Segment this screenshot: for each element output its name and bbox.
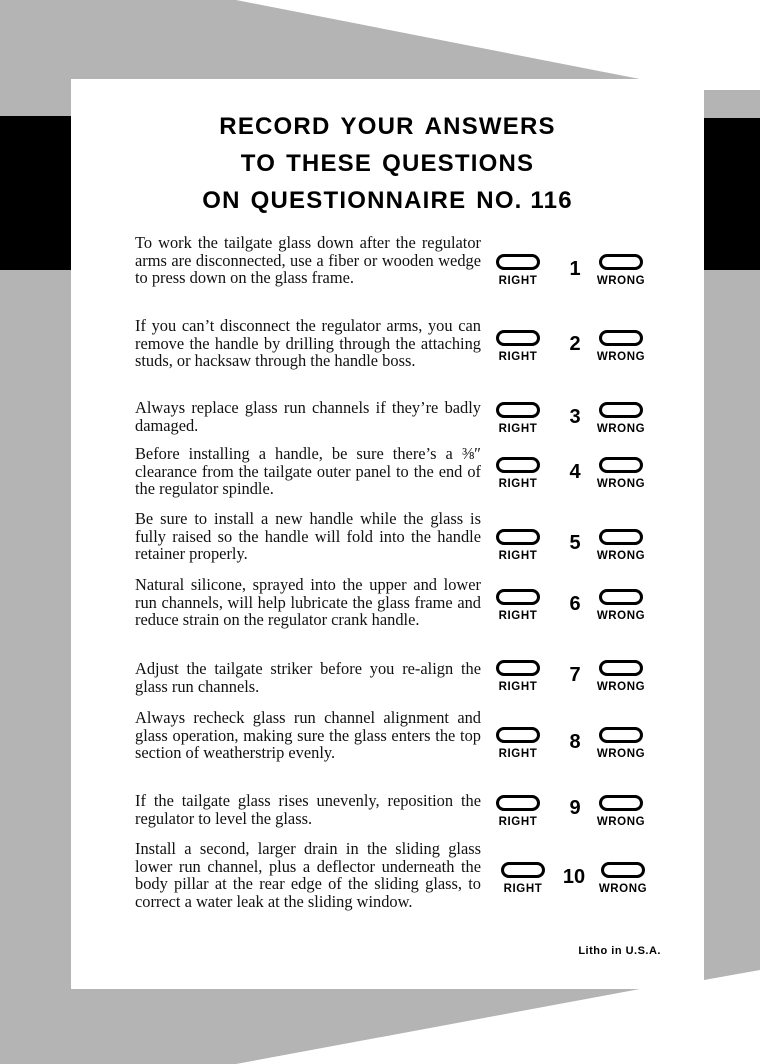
answer-oval[interactable] (496, 330, 540, 346)
question-6-text: Natural silicone, sprayed into the upper and lower run channels, will help lubricate the glass frame and reduce strain on the regulator crank handle. (135, 575, 481, 629)
question-6-number: 6 (569, 593, 581, 615)
question-5-right-option[interactable]: RIGHT (488, 529, 548, 562)
question-7-number: 7 (569, 664, 581, 686)
question-5-text: Be sure to install a new handle while the glass is fully raised so the handle will fold into the handle retainer properly. (135, 509, 481, 563)
question-10-wrong-option[interactable]: WRONG (593, 862, 653, 895)
question-2-text: If you can’t disconnect the regulator arms, you can remove the handle by drilling through the attaching studs, or hacksaw through the handle boss. (135, 316, 481, 370)
question-3-number: 3 (569, 406, 581, 428)
answer-oval[interactable] (599, 529, 643, 545)
question-8-number: 8 (569, 731, 581, 753)
title-line-3: ON QUESTIONNAIRE NO. 116 (202, 187, 573, 214)
question-3-wrong-option[interactable]: WRONG (591, 402, 651, 435)
question-4-wrong-option[interactable]: WRONG (591, 457, 651, 490)
answer-oval[interactable] (501, 862, 545, 878)
question-8-text: Always recheck glass run channel alignment and glass operation, making sure the glass enters the top section of weatherstrip evenly. (135, 708, 481, 762)
question-1-text: To work the tailgate glass down after the regulator arms are disconnected, use a fiber or wooden wedge to press down on the glass frame. (135, 233, 481, 287)
right-black-tab (704, 118, 760, 270)
answer-oval[interactable] (496, 727, 540, 743)
answer-oval[interactable] (496, 660, 540, 676)
question-9-text: If the tailgate glass rises unevenly, reposition the regulator to level the glass. (135, 791, 481, 828)
question-1-wrong-option[interactable]: WRONG (591, 254, 651, 287)
question-6-wrong-option[interactable]: WRONG (591, 589, 651, 622)
answer-oval[interactable] (599, 330, 643, 346)
left-black-tab (0, 116, 71, 270)
answer-oval[interactable] (599, 795, 643, 811)
answer-oval[interactable] (599, 402, 643, 418)
question-3-right-option[interactable]: RIGHT (488, 402, 548, 435)
question-2-number: 2 (569, 333, 581, 355)
question-7-text: Adjust the tailgate striker before you re-align the glass run channels. (135, 659, 481, 696)
answer-oval[interactable] (496, 529, 540, 545)
questionnaire-sheet (71, 79, 704, 989)
answer-oval[interactable] (599, 660, 643, 676)
question-4-number: 4 (569, 461, 581, 483)
answer-oval[interactable] (601, 862, 645, 878)
question-4-right-option[interactable]: RIGHT (488, 457, 548, 490)
answer-oval[interactable] (496, 402, 540, 418)
answer-oval[interactable] (496, 795, 540, 811)
question-7-right-option[interactable]: RIGHT (488, 660, 548, 693)
question-4-text: Before installing a handle, be sure there’s a ⅜″ clearance from the tailgate outer panel to the end of the regulator spindle. (135, 444, 481, 498)
question-10-number: 10 (562, 866, 586, 888)
question-8-right-option[interactable]: RIGHT (488, 727, 548, 760)
answer-oval[interactable] (496, 589, 540, 605)
title-line-2: TO THESE QUESTIONS (240, 150, 535, 177)
title-line-1: RECORD YOUR ANSWERS (219, 113, 556, 140)
question-9-number: 9 (569, 797, 581, 819)
question-2-wrong-option[interactable]: WRONG (591, 330, 651, 363)
answer-oval[interactable] (599, 727, 643, 743)
question-10-right-option[interactable]: RIGHT (493, 862, 553, 895)
answer-oval[interactable] (496, 254, 540, 270)
answer-oval[interactable] (496, 457, 540, 473)
question-7-wrong-option[interactable]: WRONG (591, 660, 651, 693)
question-2-right-option[interactable]: RIGHT (488, 330, 548, 363)
answer-oval[interactable] (599, 589, 643, 605)
printer-footer: Litho in U.S.A. (578, 945, 661, 957)
question-8-wrong-option[interactable]: WRONG (591, 727, 651, 760)
question-9-right-option[interactable]: RIGHT (488, 795, 548, 828)
question-1-right-option[interactable]: RIGHT (488, 254, 548, 287)
answer-oval[interactable] (599, 254, 643, 270)
question-6-right-option[interactable]: RIGHT (488, 589, 548, 622)
answer-oval[interactable] (599, 457, 643, 473)
question-5-wrong-option[interactable]: WRONG (591, 529, 651, 562)
question-5-number: 5 (569, 532, 581, 554)
question-3-text: Always replace glass run channels if they’re badly damaged. (135, 398, 481, 435)
question-9-wrong-option[interactable]: WRONG (591, 795, 651, 828)
question-1-number: 1 (569, 258, 581, 280)
question-10-text: Install a second, larger drain in the sliding glass lower run channel, plus a deflector underneath the body pillar at the rear edge of the sliding glass, to correct a water leak at the sliding window. (135, 839, 481, 911)
